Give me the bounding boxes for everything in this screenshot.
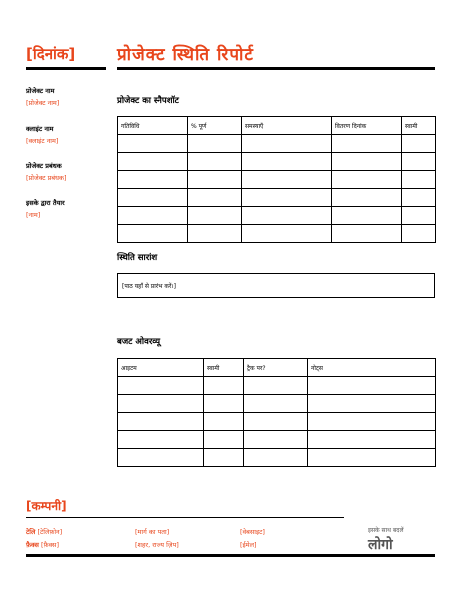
budget-heading: बजट ओवरव्यू	[117, 337, 161, 347]
project-name-label: प्रोजेक्ट नाम	[26, 87, 55, 95]
table-cell[interactable]	[118, 171, 188, 189]
snapshot-heading: प्रोजेक्ट का स्नैपशॉट	[117, 96, 179, 106]
footer-thick-rule	[26, 554, 435, 557]
date-field[interactable]: [दिनांक]	[26, 45, 76, 63]
table-cell[interactable]	[242, 153, 332, 171]
table-cell[interactable]	[402, 153, 436, 171]
table-row	[118, 207, 436, 225]
table-cell[interactable]	[332, 189, 402, 207]
table-cell[interactable]	[244, 377, 308, 395]
table-cell[interactable]	[188, 171, 242, 189]
table-cell[interactable]	[332, 225, 402, 243]
table-cell[interactable]	[242, 189, 332, 207]
website-value[interactable]: [वेबसाइट]	[240, 528, 265, 536]
column-header: स्वामी	[204, 359, 244, 377]
column-header: ट्रैक पर?	[244, 359, 308, 377]
logo-placeholder[interactable]: लोगो	[368, 537, 393, 553]
table-cell[interactable]	[402, 207, 436, 225]
table-cell[interactable]	[308, 377, 436, 395]
table-cell[interactable]	[118, 449, 204, 467]
client-name-label: क्लाइंट नाम	[26, 125, 54, 133]
table-cell[interactable]	[188, 207, 242, 225]
table-row	[118, 171, 436, 189]
column-header: आइटम	[118, 359, 204, 377]
table-cell[interactable]	[118, 207, 188, 225]
table-cell[interactable]	[308, 431, 436, 449]
header-rule	[117, 67, 435, 70]
address-line-1[interactable]: [मार्ग का पता]	[135, 528, 170, 536]
client-name-value[interactable]: [क्लाइंट नाम]	[26, 137, 59, 145]
summary-text-box[interactable]: [पाठ यहाँ से प्रारंभ करें।]	[117, 273, 435, 298]
table-cell[interactable]	[332, 207, 402, 225]
project-manager-label: प्रोजेक्ट प्रबंधक	[26, 162, 62, 170]
table-cell[interactable]	[118, 413, 204, 431]
table-cell[interactable]	[188, 135, 242, 153]
table-cell[interactable]	[308, 449, 436, 467]
table-cell[interactable]	[118, 395, 204, 413]
table-cell[interactable]	[204, 413, 244, 431]
table-cell[interactable]	[308, 413, 436, 431]
table-cell[interactable]	[244, 413, 308, 431]
table-cell[interactable]	[242, 135, 332, 153]
phone-value[interactable]: [टेलिफ़ोन]	[37, 528, 63, 536]
project-name-value[interactable]: [प्रोजेक्ट नाम]	[26, 99, 60, 107]
column-header: गतिविधि	[118, 117, 188, 135]
table-row	[118, 153, 436, 171]
table-cell[interactable]	[188, 189, 242, 207]
table-cell[interactable]	[118, 189, 188, 207]
fax-line	[26, 540, 59, 549]
table-cell[interactable]	[242, 225, 332, 243]
table-cell[interactable]	[244, 431, 308, 449]
table-cell[interactable]	[332, 135, 402, 153]
company-name[interactable]: [कम्पनी]	[26, 499, 67, 513]
table-cell[interactable]	[118, 135, 188, 153]
email-value[interactable]: [ईमेल]	[240, 541, 257, 549]
page-title: प्रोजेक्ट स्थिति रिपोर्ट	[117, 45, 254, 65]
table-row	[118, 377, 436, 395]
table-cell[interactable]	[118, 153, 188, 171]
table-cell[interactable]	[402, 189, 436, 207]
table-cell[interactable]	[204, 449, 244, 467]
table-row	[118, 395, 436, 413]
prepared-by-value[interactable]: [नाम]	[26, 211, 41, 219]
budget-table	[117, 358, 436, 467]
table-cell[interactable]	[118, 431, 204, 449]
table-row	[118, 449, 436, 467]
table-header-row	[118, 117, 436, 135]
table-cell[interactable]	[332, 171, 402, 189]
sidebar-top-rule	[26, 67, 106, 70]
address-line-2[interactable]: [शहर, राज्य ज़िप]	[135, 541, 179, 549]
fax-value[interactable]: [फ़ैक्स]	[41, 541, 59, 549]
column-header: स्वामी	[402, 117, 436, 135]
table-row	[118, 431, 436, 449]
project-manager-value[interactable]: [प्रोजेक्ट प्रबंधक]	[26, 174, 67, 182]
footer-thin-rule	[26, 517, 344, 518]
table-cell[interactable]	[118, 377, 204, 395]
column-header: नोट्स	[308, 359, 436, 377]
column-header: % पूर्ण	[188, 117, 242, 135]
table-cell[interactable]	[332, 153, 402, 171]
table-row	[118, 135, 436, 153]
table-cell[interactable]	[204, 431, 244, 449]
table-row	[118, 225, 436, 243]
summary-heading: स्थिति सारांश	[117, 253, 158, 263]
phone-line	[26, 527, 62, 536]
prepared-by-label: इसके द्वारा तैयार	[26, 199, 65, 207]
table-cell[interactable]	[244, 449, 308, 467]
table-cell[interactable]	[242, 207, 332, 225]
table-cell[interactable]	[402, 171, 436, 189]
table-row	[118, 413, 436, 431]
table-header-row	[118, 359, 436, 377]
table-cell[interactable]	[242, 171, 332, 189]
table-row	[118, 189, 436, 207]
column-header: समस्याएँ	[242, 117, 332, 135]
table-cell[interactable]	[308, 395, 436, 413]
table-cell[interactable]	[204, 395, 244, 413]
table-cell[interactable]	[204, 377, 244, 395]
table-cell[interactable]	[188, 153, 242, 171]
table-cell[interactable]	[244, 395, 308, 413]
snapshot-table	[117, 116, 436, 243]
table-cell[interactable]	[402, 135, 436, 153]
table-cell[interactable]	[402, 225, 436, 243]
logo-replace-note: इसके साथ बदलें	[368, 527, 404, 534]
table-cell[interactable]	[188, 225, 242, 243]
table-cell[interactable]	[118, 225, 188, 243]
fax-label: फ़ैक्स	[26, 541, 39, 549]
phone-label: टेलि	[26, 528, 36, 536]
column-header: वितरण दिनांक	[332, 117, 402, 135]
